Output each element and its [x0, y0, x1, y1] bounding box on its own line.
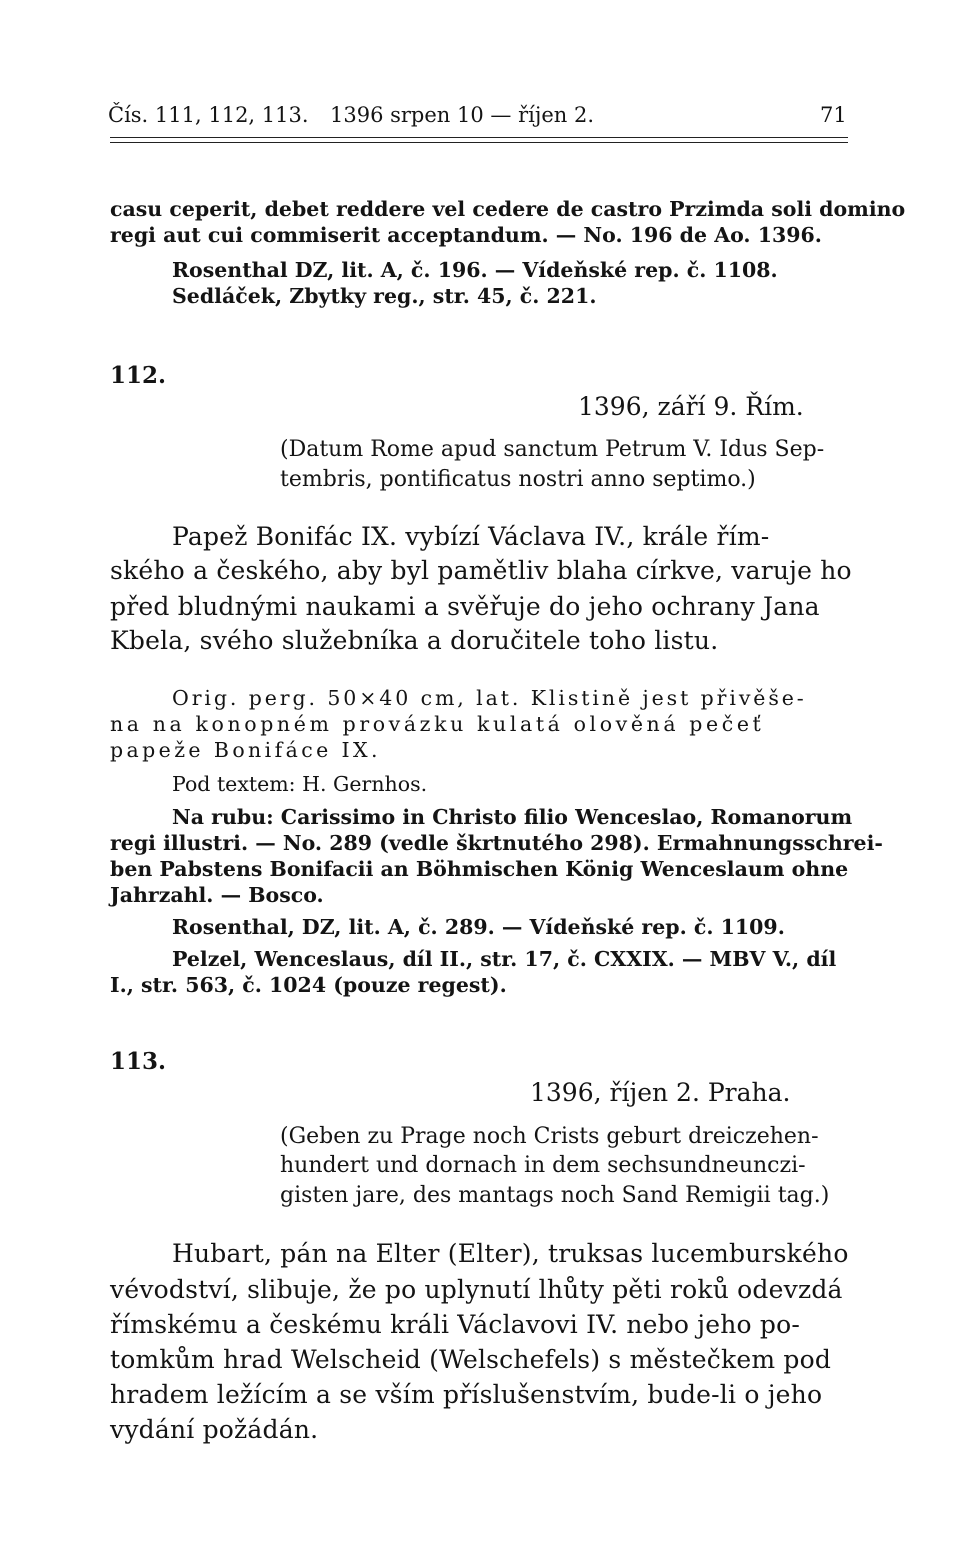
doc111-text-line: casu ceperit, debet reddere vel cedere de castro Przimda soli domino	[110, 197, 906, 221]
doc113-regest-line: Hubart, pán na Elter (Elter), truksas lucemburského	[172, 1239, 849, 1268]
doc112-regest-line: ského a českého, aby byl pamětliv blaha církve, varuje ho	[110, 556, 852, 585]
doc112-dating-line: (Datum Rome apud sanctum Petrum V. Idus Sep-	[280, 437, 825, 462]
doc113-number: 113.	[110, 1048, 167, 1075]
doc112-reference: Pelzel, Wenceslaus, díl II., str. 17, č. CXXIX. — MBV V., díl	[172, 947, 837, 971]
doc113-regest-line: tomkům hrad Welscheid (Welschefels) s městečkem pod	[110, 1345, 832, 1374]
doc113-dating-line: gisten jare, des mantags noch Sand Remigii tag.)	[280, 1183, 830, 1208]
doc112-reference: I., str. 563, č. 1024 (pouze regest).	[110, 973, 507, 997]
doc112-original-description: na na konopném provázku kulatá olověná pečeť	[110, 712, 765, 736]
doc112-under-text-note: Pod textem: H. Gernhos.	[172, 772, 428, 796]
doc112-regest-line: Kbela, svého služebníka a doručitele toho listu.	[110, 626, 719, 655]
doc112-dorsal-note: ben Pabstens Bonifacii an Böhmischen König Wenceslaum ohne	[110, 857, 849, 881]
doc112-dorsal-note: Na rubu: Carissimo in Christo filio Wenceslao, Romanorum	[172, 805, 853, 829]
doc113-regest-line: hradem ležícím a se vším příslušenstvím, bude-li o jeho	[110, 1380, 823, 1409]
doc113-regest-line: vévodství, slibuje, že po uplynutí lhůty pěti roků odevzdá	[110, 1275, 843, 1304]
doc113-dating-line: (Geben zu Prage noch Crists geburt dreiczehen-	[280, 1124, 819, 1149]
doc112-regest-line: před bludnými naukami a svěřuje do jeho ochrany Jana	[110, 592, 820, 621]
running-header-center: 1396 srpen 10 — říjen 2.	[330, 103, 595, 127]
doc112-reference: Rosenthal, DZ, lit. A, č. 289. — Vídeňské rep. č. 1109.	[172, 915, 785, 939]
running-header-left: Čís. 111, 112, 113.	[108, 103, 309, 127]
page-number: 71	[820, 103, 847, 127]
doc113-dating-line: hundert und dornach in dem sechsundneunczi-	[280, 1153, 806, 1178]
doc112-date-place: 1396, září 9. Řím.	[578, 392, 804, 421]
doc112-original-description: papeže Bonifáce IX.	[110, 738, 381, 762]
doc112-number: 112.	[110, 362, 167, 389]
doc111-reference: Rosenthal DZ, lit. A, č. 196. — Vídeňské rep. č. 1108.	[172, 258, 778, 282]
doc112-dorsal-note: Jahrzahl. — Bosco.	[110, 883, 324, 907]
doc111-text-line: regi aut cui commiserit acceptandum. — No. 196 de Ao. 1396.	[110, 223, 822, 247]
doc112-regest-line: Papež Bonifác IX. vybízí Václava IV., krále řím-	[172, 522, 770, 551]
doc112-dorsal-note: regi illustri. — No. 289 (vedle škrtnutého 298). Ermahnungsschrei-	[110, 831, 883, 855]
header-rule-bottom	[110, 142, 848, 143]
header-rule-top	[110, 137, 848, 138]
doc113-date-place: 1396, říjen 2. Praha.	[530, 1078, 791, 1107]
doc111-reference: Sedláček, Zbytky reg., str. 45, č. 221.	[172, 284, 597, 308]
doc113-regest-line: vydání požádán.	[110, 1415, 319, 1444]
doc112-original-description: Orig. perg. 50×40 cm, lat. Klistině jest přivěše-	[172, 686, 807, 710]
doc112-dating-line: tembris, pontificatus nostri anno septimo.)	[280, 467, 756, 492]
doc113-regest-line: římskému a českému králi Václavovi IV. nebo jeho po-	[110, 1310, 801, 1339]
